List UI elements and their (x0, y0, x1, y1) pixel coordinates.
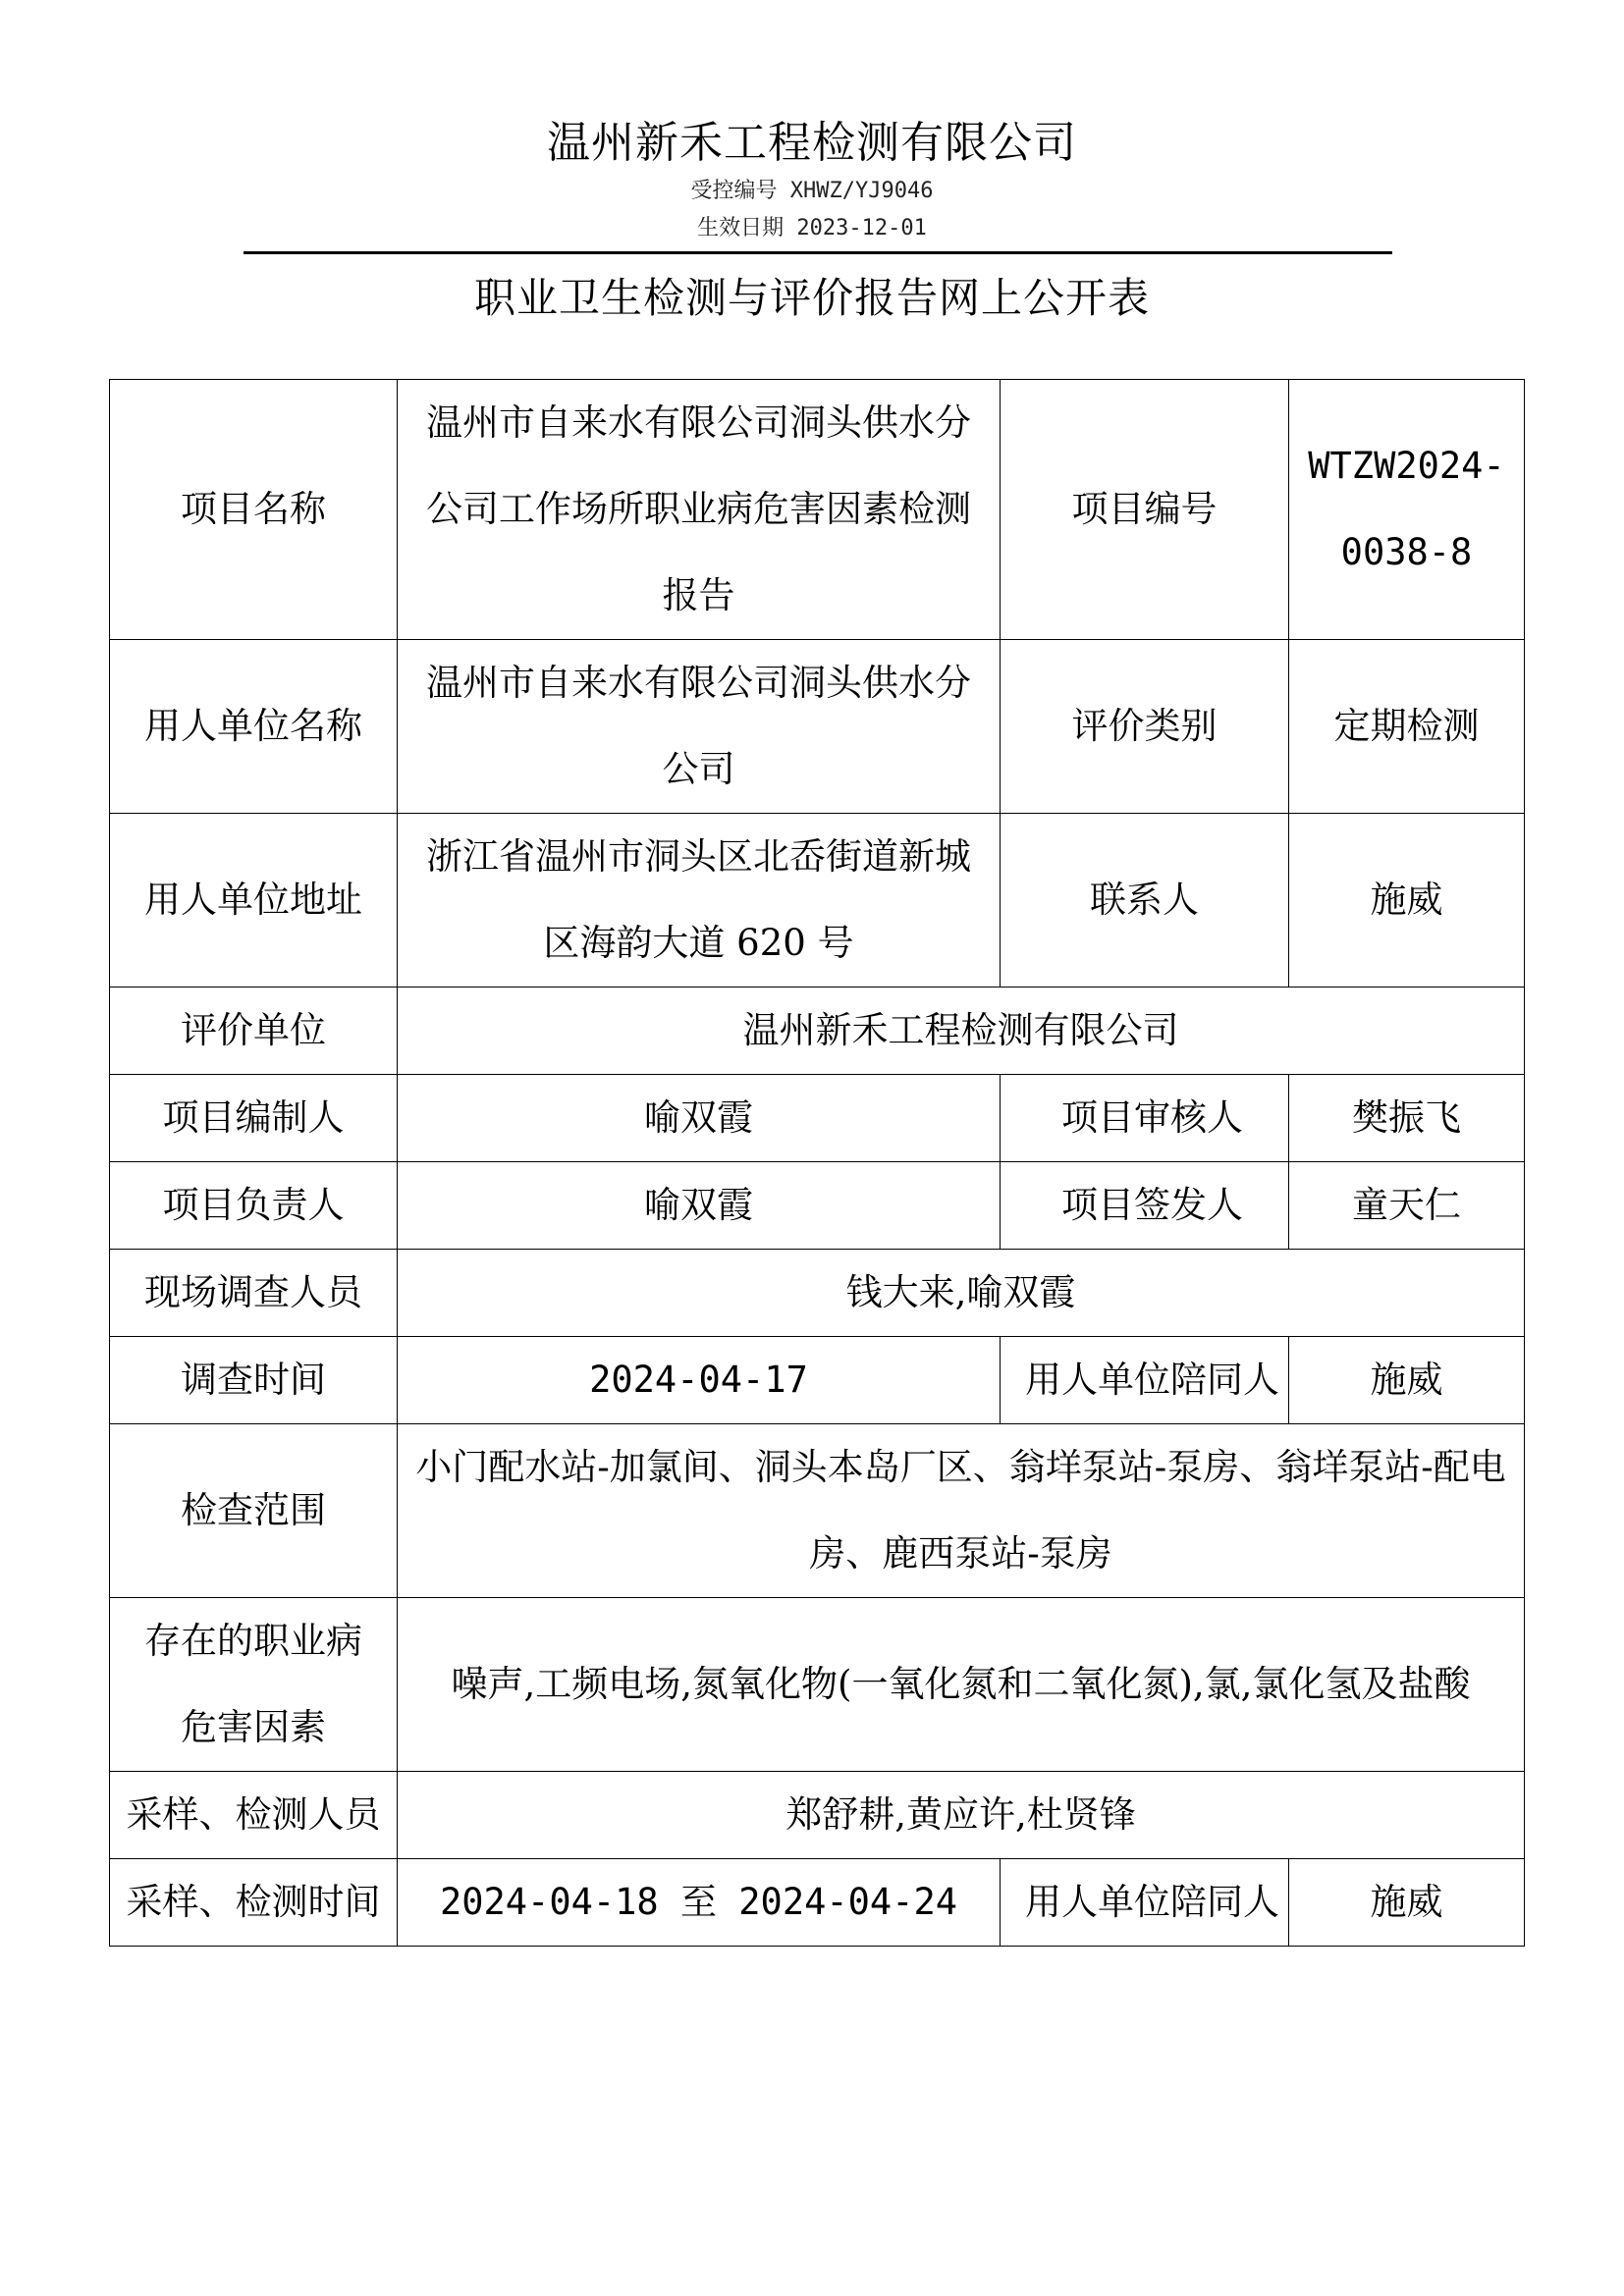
company-name: 温州新禾工程检测有限公司 (547, 118, 1077, 168)
table-row (110, 988, 1525, 1075)
sample-time-label: 采样、检测时间 (110, 1859, 398, 1947)
table-row (110, 814, 1525, 988)
hazards-value: 噪声,工频电场,氮氧化物(一氧化氮和二氧化氮),氯,氯化氢及盐酸 (398, 1598, 1525, 1772)
project-name-label: 项目名称 (110, 380, 398, 640)
eval-unit-value: 温州新禾工程检测有限公司 (398, 988, 1525, 1075)
accompany-label: 用人单位陪同人 (1001, 1859, 1289, 1947)
leader-value: 喻双霞 (398, 1162, 1001, 1250)
samplers-value: 郑舒耕,黄应许,杜贤锋 (398, 1772, 1525, 1859)
eval-type-value: 定期检测 (1289, 640, 1525, 814)
table-row (110, 1075, 1525, 1162)
compiler-label: 项目编制人 (110, 1075, 398, 1162)
table-row (110, 1859, 1525, 1947)
project-no-label: 项目编号 (1001, 380, 1289, 640)
issuer-value: 童天仁 (1289, 1162, 1525, 1250)
surveyors-value: 钱大来,喻双霞 (398, 1250, 1525, 1337)
header-divider (244, 251, 1392, 254)
employer-name-label: 用人单位名称 (110, 640, 398, 814)
contact-value: 施威 (1289, 814, 1525, 988)
table-row (110, 1250, 1525, 1337)
contact-label: 联系人 (1001, 814, 1289, 988)
table-row (110, 1772, 1525, 1859)
survey-time-label: 调查时间 (110, 1337, 398, 1424)
scope-label: 检查范围 (110, 1424, 398, 1598)
project-name-value: 温州市自来水有限公司洞头供水分公司工作场所职业病危害因素检测报告 (398, 380, 1001, 640)
disclosure-table (109, 379, 1525, 1947)
eval-unit-label: 评价单位 (110, 988, 398, 1075)
effective-date: 生效日期 2023-12-01 (697, 216, 927, 240)
table-row (110, 640, 1525, 814)
reviewer-label: 项目审核人 (1001, 1075, 1289, 1162)
accompany-label: 用人单位陪同人 (1001, 1337, 1289, 1424)
table-row (110, 1598, 1525, 1772)
surveyors-label: 现场调查人员 (110, 1250, 398, 1337)
scope-value: 小门配水站-加氯间、洞头本岛厂区、翁垟泵站-泵房、翁垟泵站-配电房、鹿西泵站-泵房 (398, 1424, 1525, 1598)
eval-type-label: 评价类别 (1001, 640, 1289, 814)
compiler-value: 喻双霞 (398, 1075, 1001, 1162)
employer-name-value: 温州市自来水有限公司洞头供水分公司 (398, 640, 1001, 814)
table-row (110, 1337, 1525, 1424)
issuer-label: 项目签发人 (1001, 1162, 1289, 1250)
accompany-value: 施威 (1289, 1859, 1525, 1947)
survey-time-value: 2024-04-17 (398, 1337, 1001, 1424)
project-no-value: WTZW2024-0038-8 (1289, 380, 1525, 640)
samplers-label: 采样、检测人员 (110, 1772, 398, 1859)
control-number: 受控编号 XHWZ/YJ9046 (690, 179, 934, 203)
hazards-label: 存在的职业病危害因素 (110, 1598, 398, 1772)
sample-time-value: 2024-04-18 至 2024-04-24 (398, 1859, 1001, 1947)
leader-label: 项目负责人 (110, 1162, 398, 1250)
table-row (110, 1162, 1525, 1250)
employer-address-label: 用人单位地址 (110, 814, 398, 988)
accompany-value: 施威 (1289, 1337, 1525, 1424)
document-title: 职业卫生检测与评价报告网上公开表 (473, 274, 1150, 322)
employer-address-value: 浙江省温州市洞头区北岙街道新城区海韵大道 620 号 (398, 814, 1001, 988)
reviewer-value: 樊振飞 (1289, 1075, 1525, 1162)
table-row (110, 380, 1525, 640)
table-row (110, 1424, 1525, 1598)
